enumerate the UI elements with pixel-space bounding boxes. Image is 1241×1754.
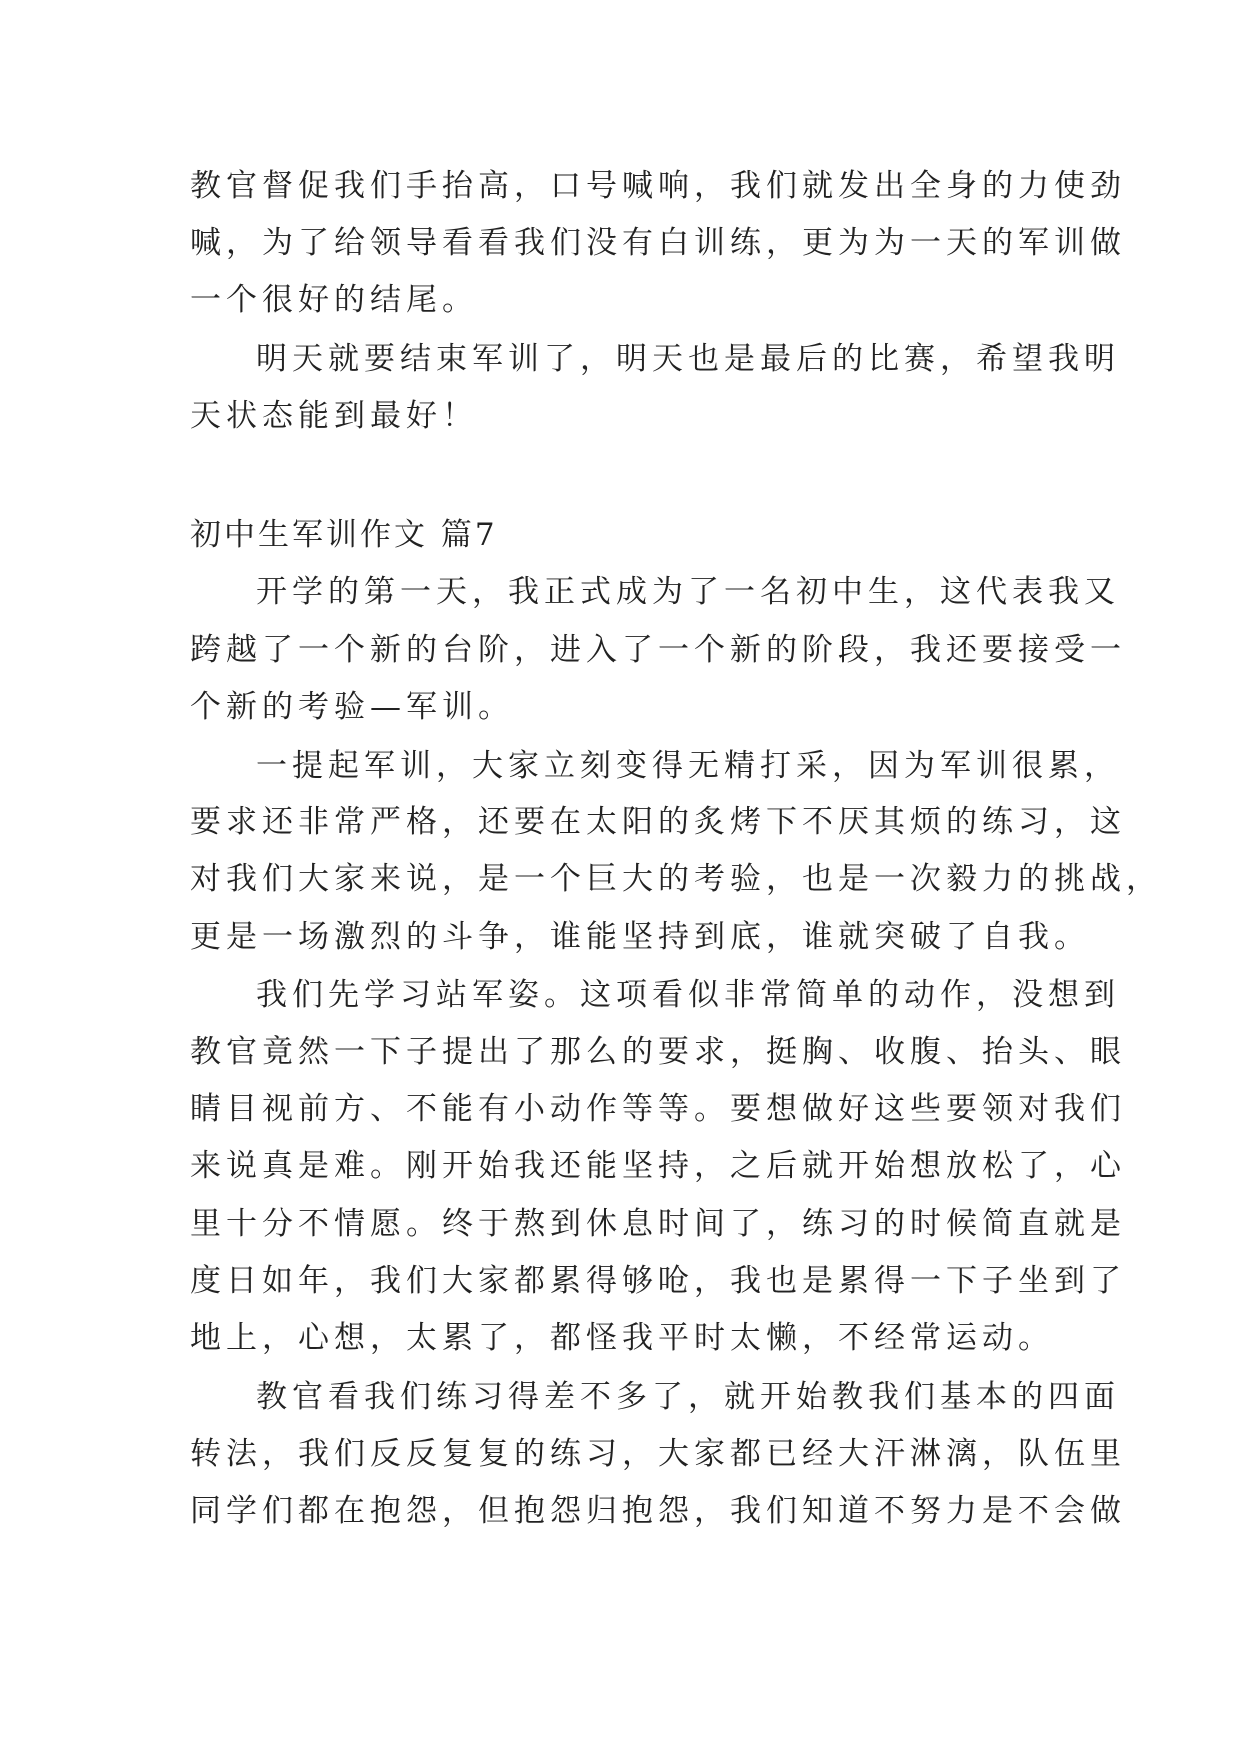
paragraph-line: 一提起军训，大家立刻变得无精打采，因为军训很累， (256, 748, 1120, 784)
paragraph-line: 对我们大家来说，是一个巨大的考验，也是一次毅力的挑战， (190, 861, 1162, 897)
paragraph-line: 明天就要结束军训了，明天也是最后的比赛，希望我明 (256, 341, 1120, 377)
paragraph-line: 个新的考验—军训。 (190, 689, 514, 725)
paragraph-line: 喊，为了给领导看看我们没有白训练，更为为一天的军训做 (190, 225, 1126, 261)
section-heading: 初中生军训作文 篇7 (190, 517, 498, 553)
paragraph-line: 里十分不情愿。终于熬到休息时间了，练习的时候简直就是 (190, 1206, 1126, 1242)
paragraph-line: 同学们都在抱怨，但抱怨归抱怨，我们知道不努力是不会做 (190, 1493, 1126, 1529)
paragraph-line: 度日如年，我们大家都累得够呛，我也是累得一下子坐到了 (190, 1263, 1126, 1299)
paragraph-line: 教官竟然一下子提出了那么的要求，挺胸、收腹、抬头、眼 (190, 1034, 1126, 1070)
paragraph-line: 一个很好的结尾。 (190, 282, 478, 318)
paragraph-line: 要求还非常严格，还要在太阳的炙烤下不厌其烦的练习，这 (190, 804, 1126, 840)
paragraph-line: 更是一场激烈的斗争，谁能坚持到底，谁就突破了自我。 (190, 919, 1090, 955)
paragraph-line: 跨越了一个新的台阶，进入了一个新的阶段，我还要接受一 (190, 632, 1126, 668)
paragraph-line: 开学的第一天，我正式成为了一名初中生，这代表我又 (256, 574, 1120, 610)
paragraph-line: 天状态能到最好！ (190, 398, 478, 434)
paragraph-line: 教官看我们练习得差不多了，就开始教我们基本的四面 (256, 1379, 1120, 1415)
paragraph-line: 来说真是难。刚开始我还能坚持，之后就开始想放松了，心 (190, 1148, 1126, 1184)
paragraph-line: 地上，心想，太累了，都怪我平时太懒，不经常运动。 (190, 1320, 1054, 1356)
paragraph-line: 睛目视前方、不能有小动作等等。要想做好这些要领对我们 (190, 1091, 1126, 1127)
paragraph-line: 我们先学习站军姿。这项看似非常简单的动作，没想到 (256, 977, 1120, 1013)
paragraph-line: 教官督促我们手抬高，口号喊响，我们就发出全身的力使劲 (190, 168, 1126, 204)
paragraph-line: 转法，我们反反复复的练习，大家都已经大汗淋漓，队伍里 (190, 1436, 1126, 1472)
